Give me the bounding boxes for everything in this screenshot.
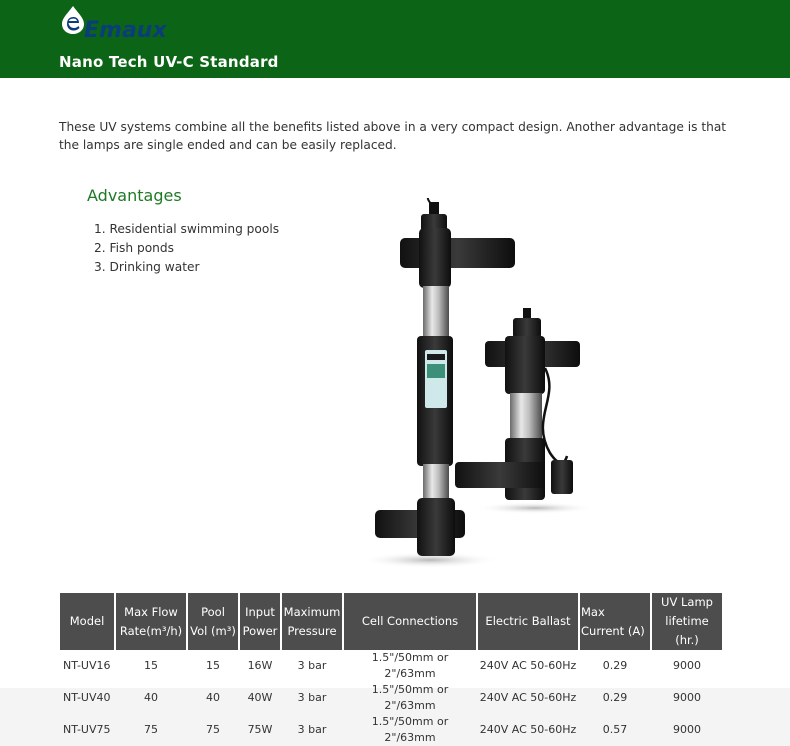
list-item: 1. Residential swimming pools bbox=[94, 222, 280, 236]
table-header-row bbox=[60, 593, 722, 650]
column-header-max-current: Max Current (A) bbox=[580, 593, 650, 650]
cell-max-flow: 75 bbox=[144, 723, 158, 736]
cell-max-current: 0.29 bbox=[602, 691, 628, 704]
column-header-max-flow: Max Flow Rate(m³/h) bbox=[116, 593, 186, 650]
cell-max-current: 0.57 bbox=[602, 723, 628, 736]
column-header-electric-ballast: Electric Ballast bbox=[478, 593, 578, 650]
cell-connections: 1.5"/50mm or 2"/63mm bbox=[371, 715, 449, 744]
page-title: Nano Tech UV-C Standard bbox=[59, 53, 279, 71]
cell-ballast: 240V AC 50-60Hz bbox=[479, 723, 577, 736]
intro-text: These UV systems combine all the benefits listed above in a very compact design. Another advantage is that the lamps are single ended and can be easily replaced. bbox=[59, 120, 727, 152]
cell-ballast: 240V AC 50-60Hz bbox=[479, 691, 577, 704]
cell-model: NT-UV75 bbox=[63, 723, 111, 736]
cell-connections: 1.5"/50mm or 2"/63mm bbox=[371, 651, 449, 680]
cell-max-pressure: 3 bar bbox=[297, 659, 327, 672]
column-header-max-pressure: Maximum Pressure bbox=[282, 593, 342, 650]
cell-pool-volume: 15 bbox=[206, 659, 220, 672]
specifications-table bbox=[58, 593, 724, 746]
page-header bbox=[0, 0, 790, 78]
cell-input-power: 40W bbox=[247, 691, 273, 704]
cell-max-current: 0.29 bbox=[602, 659, 628, 672]
column-header-input-power: Input Power bbox=[240, 593, 280, 650]
brand-name: Emaux bbox=[84, 18, 167, 43]
list-item: 2. Fish ponds bbox=[94, 241, 174, 255]
cell-max-flow: 15 bbox=[144, 659, 158, 672]
table-row bbox=[60, 682, 722, 714]
table-row bbox=[60, 714, 722, 746]
cell-input-power: 16W bbox=[247, 659, 273, 672]
cell-model: NT-UV16 bbox=[63, 659, 111, 672]
column-header-pool-volume: Pool Vol (m³) bbox=[188, 593, 238, 650]
cell-max-pressure: 3 bar bbox=[297, 723, 327, 736]
emaux-logo[interactable] bbox=[58, 5, 178, 45]
cell-lamp-lifetime: 9000 bbox=[673, 723, 701, 736]
column-header-uv-lamp-lifetime: UV Lamp lifetime (hr.) bbox=[652, 593, 722, 650]
cell-pool-volume: 40 bbox=[206, 691, 220, 704]
table-row bbox=[60, 650, 722, 682]
uv-system-product-image bbox=[355, 198, 615, 578]
advantages-heading: Advantages bbox=[87, 186, 182, 205]
cell-ballast: 240V AC 50-60Hz bbox=[479, 659, 577, 672]
cell-max-pressure: 3 bar bbox=[297, 691, 327, 704]
cell-pool-volume: 75 bbox=[206, 723, 220, 736]
column-header-model: Model bbox=[60, 593, 114, 650]
advantages-list bbox=[94, 220, 279, 277]
cell-connections: 1.5"/50mm or 2"/63mm bbox=[371, 683, 449, 712]
cell-input-power: 75W bbox=[247, 723, 273, 736]
column-header-cell-connections: Cell Connections bbox=[344, 593, 476, 650]
cell-max-flow: 40 bbox=[144, 691, 158, 704]
list-item: 3. Drinking water bbox=[94, 260, 200, 274]
cell-lamp-lifetime: 9000 bbox=[673, 659, 701, 672]
cell-model: NT-UV40 bbox=[63, 691, 111, 704]
cell-lamp-lifetime: 9000 bbox=[673, 691, 701, 704]
